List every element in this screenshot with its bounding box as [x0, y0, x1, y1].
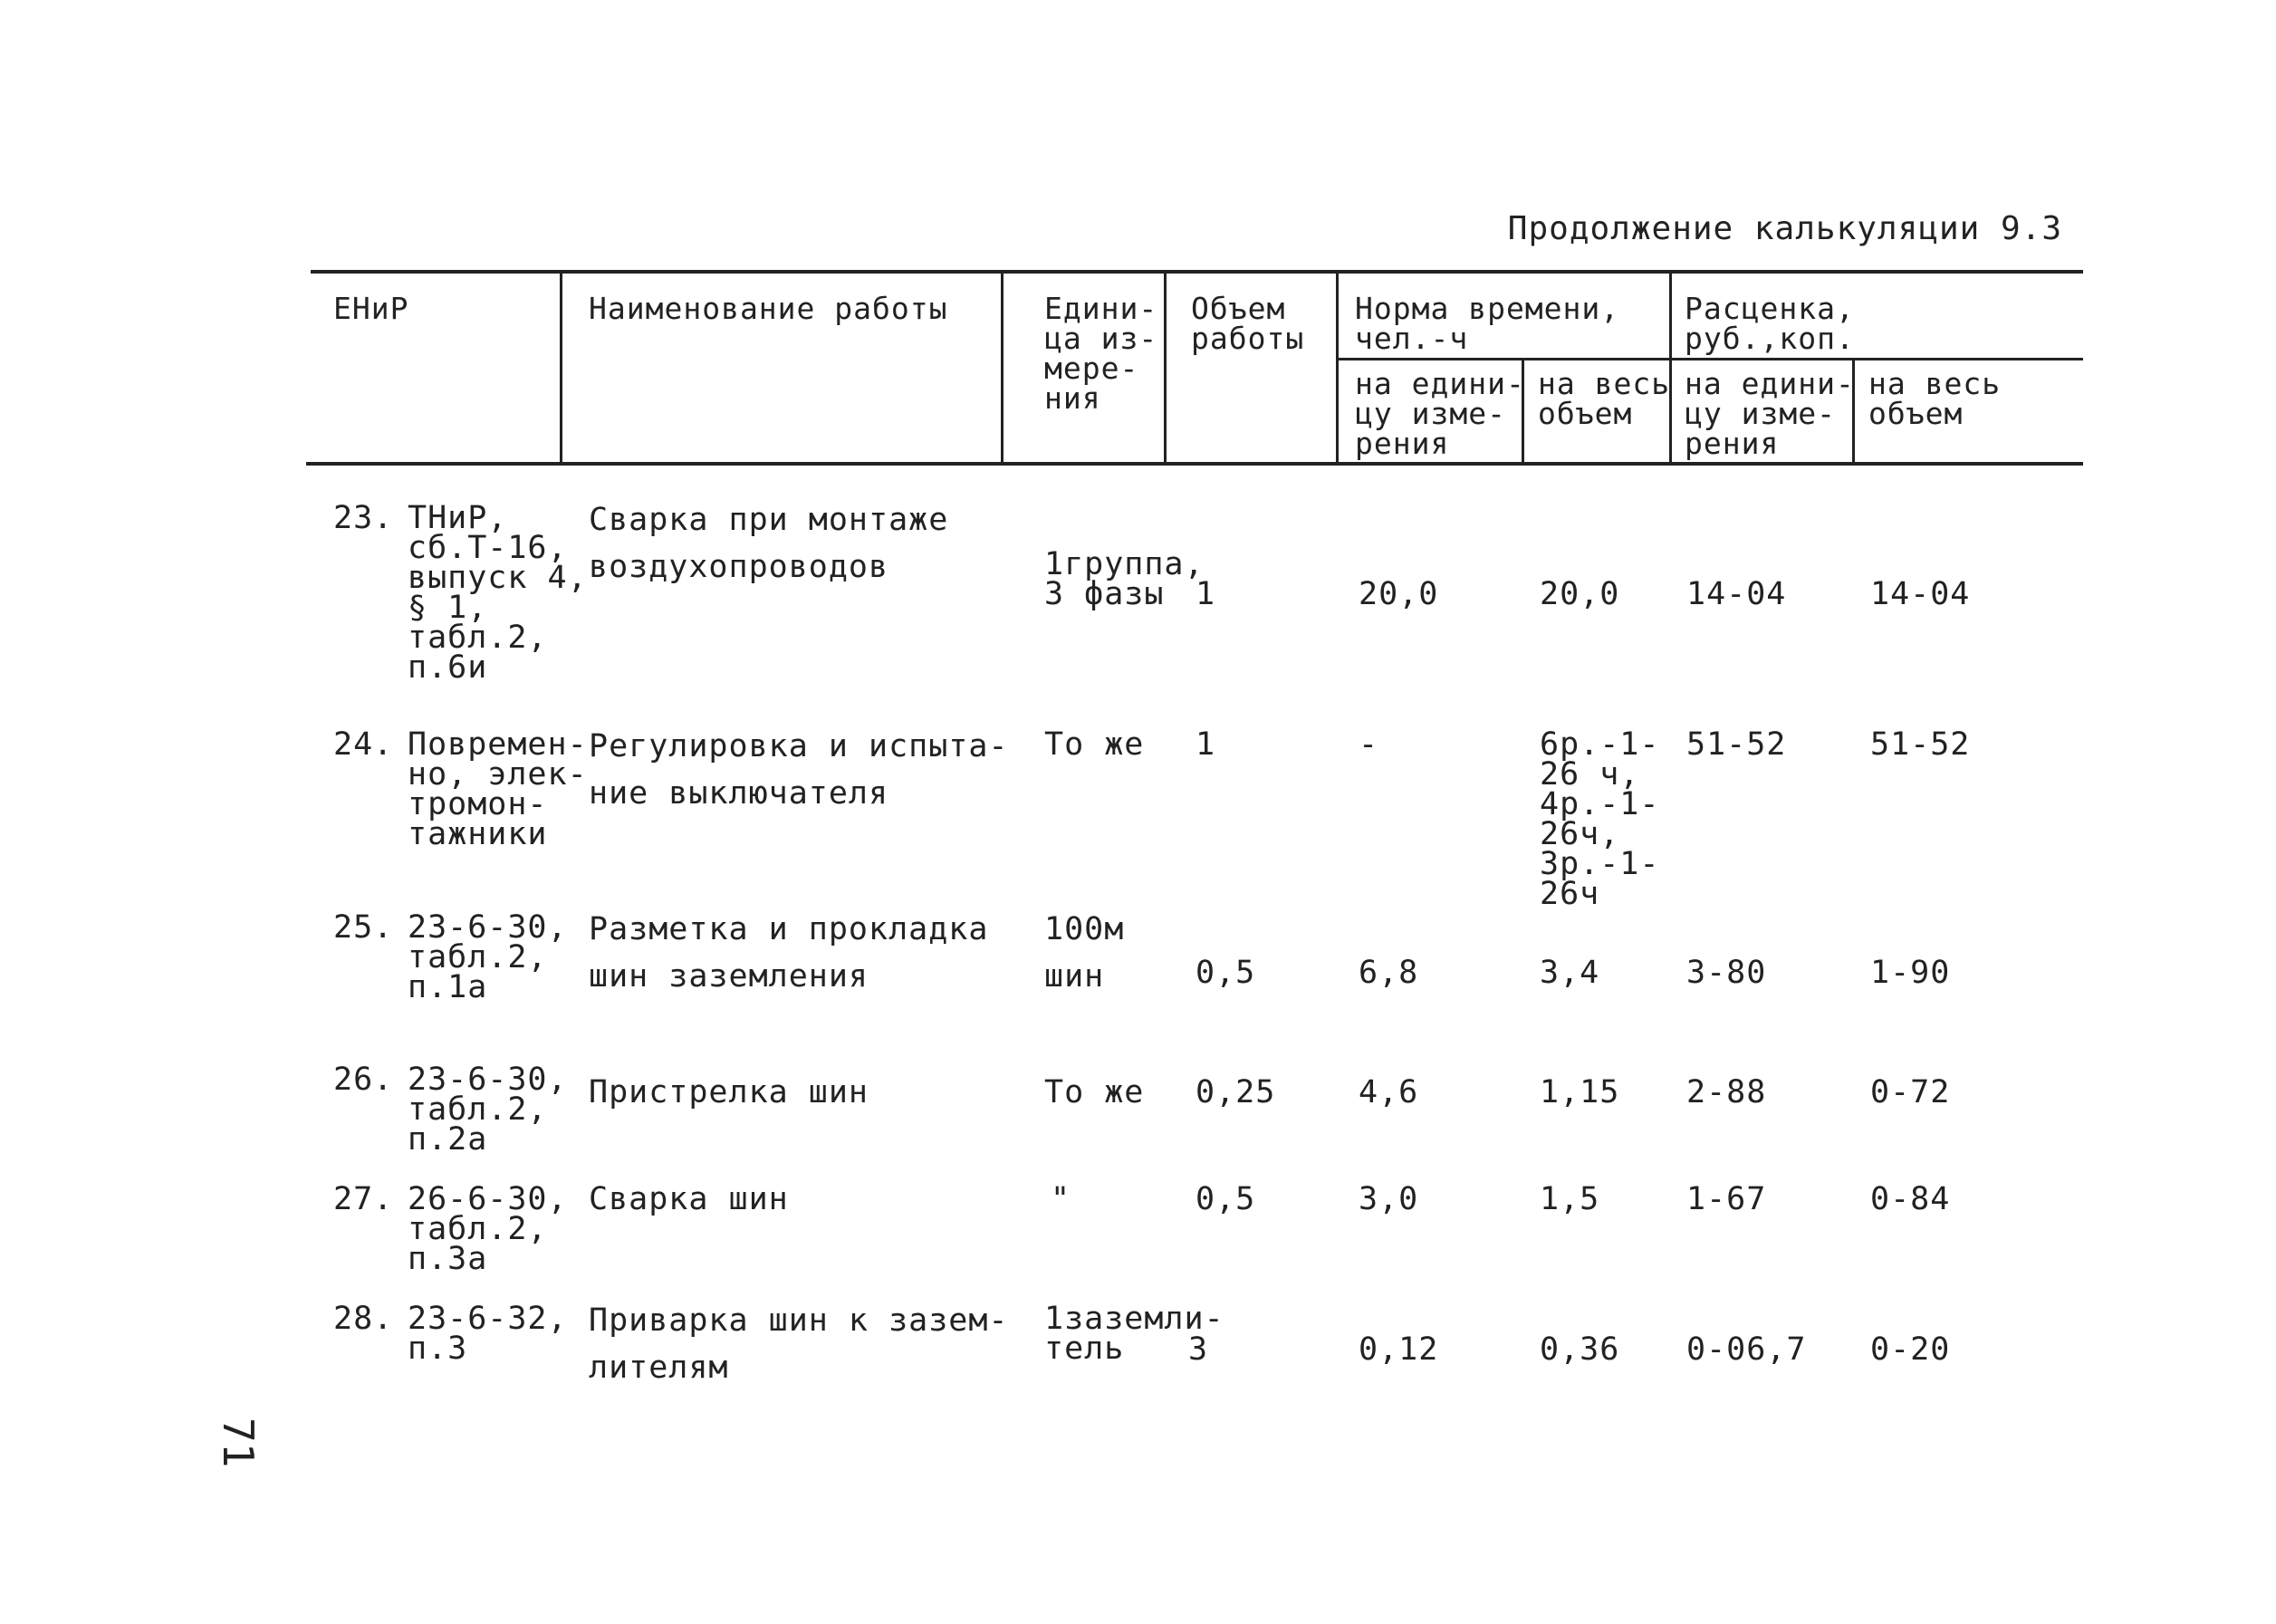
- row-unit: 100м шин: [1044, 911, 1125, 995]
- header-bottom-rule: [306, 462, 2083, 466]
- col-divider-1: [560, 272, 562, 464]
- header-time-total: на весь объем: [1538, 366, 1671, 431]
- row-volume: 1: [1196, 576, 1216, 612]
- row-volume: 0,25: [1196, 1074, 1276, 1110]
- row-enir: 23-6-30, табл.2, п.2а: [408, 1062, 568, 1158]
- row-time-total: 1,5: [1540, 1181, 1600, 1217]
- header-price-per-unit: на едини- цу изме- рения: [1685, 366, 1855, 461]
- row-time-total: 0,36: [1540, 1331, 1620, 1368]
- table-top-rule: [311, 270, 2083, 274]
- row-price-total: 14-04: [1870, 576, 1971, 612]
- row-number: 27.: [333, 1181, 394, 1217]
- page-number: 71: [214, 1417, 263, 1468]
- row-unit: То же: [1044, 726, 1145, 763]
- row-work-name: Сварка шин: [589, 1181, 789, 1217]
- row-unit: То же: [1044, 1074, 1145, 1110]
- row-number: 24.: [333, 726, 394, 763]
- header-time-norm: Норма времени, чел.-ч: [1355, 291, 1620, 356]
- col-divider-4: [1336, 272, 1339, 464]
- row-enir: ТНиР, сб.Т-16, выпуск 4, § 1, табл.2, п.6и: [408, 500, 588, 686]
- row-time-per-unit: 20,0: [1359, 576, 1439, 612]
- row-enir: 23-6-32, п.3: [408, 1301, 568, 1367]
- row-price-per-unit: 51-52: [1686, 726, 1787, 763]
- header-sub-rule: [1336, 358, 2083, 360]
- header-price-total: на весь объем: [1868, 366, 2002, 431]
- row-time-total: 3,4: [1540, 955, 1600, 991]
- row-work-name: Сварка при монтаже воздухопроводов: [589, 502, 949, 585]
- row-price-total: 0-84: [1870, 1181, 1951, 1217]
- header-volume: Объем работы: [1191, 291, 1305, 356]
- row-time-per-unit: -: [1359, 726, 1379, 763]
- col-divider-3: [1164, 272, 1167, 464]
- row-price-total: 51-52: [1870, 726, 1971, 763]
- header-enir: ЕНиР: [333, 291, 409, 326]
- row-work-name: Приварка шин к зазем- лителям: [589, 1302, 1009, 1386]
- row-number: 28.: [333, 1301, 394, 1337]
- row-volume: 3: [1188, 1331, 1209, 1368]
- row-volume: 1: [1196, 726, 1216, 763]
- row-time-per-unit: 3,0: [1359, 1181, 1419, 1217]
- row-volume: 0,5: [1196, 955, 1256, 991]
- header-time-per-unit: на едини- цу изме- рения: [1355, 366, 1525, 461]
- row-unit: 1группа, 3 фазы: [1044, 546, 1205, 612]
- row-time-total: 6р.-1- 26 ч, 4р.-1- 26ч, 3р.-1- 26ч: [1540, 726, 1660, 912]
- row-time-per-unit: 6,8: [1359, 955, 1419, 991]
- row-price-per-unit: 3-80: [1686, 955, 1767, 991]
- row-enir: 26-6-30, табл.2, п.3а: [408, 1181, 568, 1277]
- col-divider-2: [1001, 272, 1004, 464]
- row-unit: ": [1051, 1181, 1071, 1217]
- row-price-total: 0-72: [1870, 1074, 1951, 1110]
- row-number: 25.: [333, 909, 394, 946]
- row-price-per-unit: 0-06,7: [1686, 1331, 1807, 1368]
- row-time-total: 20,0: [1540, 576, 1620, 612]
- row-time-per-unit: 4,6: [1359, 1074, 1419, 1110]
- row-number: 23.: [333, 500, 394, 536]
- row-work-name: Пристрелка шин: [589, 1074, 869, 1110]
- row-enir: 23-6-30, табл.2, п.1а: [408, 909, 568, 1005]
- row-work-name: Разметка и прокладка шин заземления: [589, 911, 989, 995]
- row-enir: Повремен- но, элек- тромон- тажники: [408, 726, 588, 852]
- row-volume: 0,5: [1196, 1181, 1256, 1217]
- row-price-total: 0-20: [1870, 1331, 1951, 1368]
- row-price-per-unit: 2-88: [1686, 1074, 1767, 1110]
- row-time-total: 1,15: [1540, 1074, 1620, 1110]
- row-number: 26.: [333, 1062, 394, 1098]
- header-price: Расценка, руб.,коп.: [1685, 291, 1855, 356]
- row-price-per-unit: 14-04: [1686, 576, 1787, 612]
- row-time-per-unit: 0,12: [1359, 1331, 1439, 1368]
- row-price-total: 1-90: [1870, 955, 1951, 991]
- row-price-per-unit: 1-67: [1686, 1181, 1767, 1217]
- row-work-name: Регулировка и испыта- ние выключателя: [589, 728, 1009, 812]
- header-work-name: Наименование работы: [589, 291, 948, 326]
- header-unit: Едини- ца из- мере- ния: [1044, 291, 1158, 416]
- table-caption: Продолжение калькуляции 9.3: [1507, 210, 2062, 247]
- row-unit: 1заземли- тель: [1044, 1301, 1224, 1367]
